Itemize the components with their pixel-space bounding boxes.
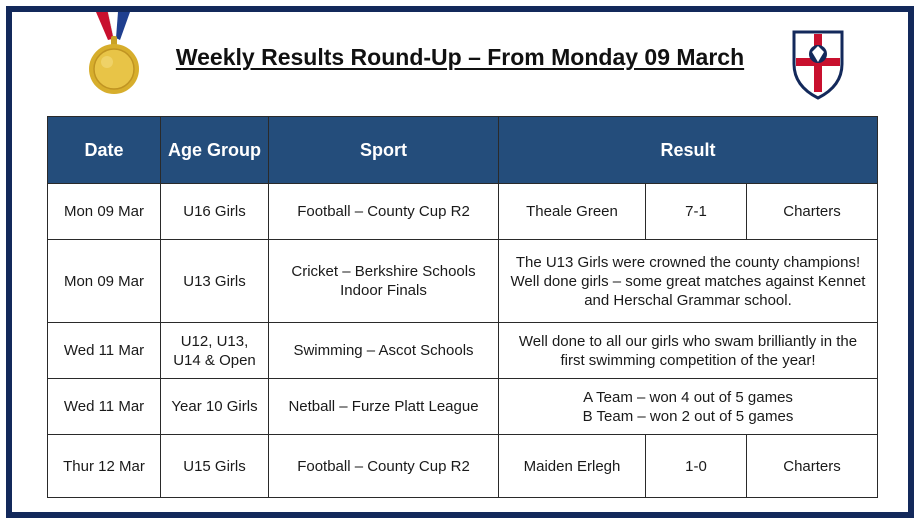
result-line: first swimming competition of the year! bbox=[560, 351, 816, 369]
cell-score: 1-0 bbox=[646, 435, 747, 498]
cell-age-group: U13 Girls bbox=[161, 240, 269, 323]
age-group-line: U14 & Open bbox=[173, 351, 256, 369]
result-line: Well done to all our girls who swam brilliantly in the bbox=[518, 332, 858, 350]
result-line: B Team – won 2 out of 5 games bbox=[582, 407, 794, 425]
cell-result bbox=[499, 240, 878, 323]
table-header-row bbox=[48, 117, 878, 184]
header-age-group: Age Group bbox=[161, 117, 269, 184]
cell-score: 7-1 bbox=[646, 184, 747, 240]
table-row bbox=[48, 323, 878, 379]
cell-result bbox=[499, 323, 878, 379]
gold-medal-icon bbox=[84, 12, 144, 98]
result-line: and Herschal Grammar school. bbox=[584, 291, 792, 309]
table-row bbox=[48, 379, 878, 435]
cell-home-team: Maiden Erlegh bbox=[499, 435, 646, 498]
cell-sport: Football – County Cup R2 bbox=[269, 184, 499, 240]
header-date: Date bbox=[48, 117, 161, 184]
age-group-line: U12, U13, bbox=[180, 332, 249, 350]
cell-age-group: Year 10 Girls bbox=[161, 379, 269, 435]
cell-date: Wed 11 Mar bbox=[48, 323, 161, 379]
cell-date: Mon 09 Mar bbox=[48, 184, 161, 240]
cell-result bbox=[499, 379, 878, 435]
results-table bbox=[47, 116, 878, 498]
cell-sport: Swimming – Ascot Schools bbox=[269, 323, 499, 379]
header-result: Result bbox=[499, 117, 878, 184]
table-row bbox=[48, 435, 878, 498]
cell-date: Thur 12 Mar bbox=[48, 435, 161, 498]
page-title: Weekly Results Round-Up – From Monday 09 March bbox=[175, 44, 745, 70]
table-row bbox=[48, 184, 878, 240]
result-line: A Team – won 4 out of 5 games bbox=[583, 388, 793, 406]
result-line: Well done girls – some great matches against Kennet bbox=[510, 272, 866, 290]
header-sport: Sport bbox=[269, 117, 499, 184]
cell-date: Wed 11 Mar bbox=[48, 379, 161, 435]
cell-date: Mon 09 Mar bbox=[48, 240, 161, 323]
cell-away-team: Charters bbox=[747, 184, 878, 240]
cell-age-group bbox=[161, 323, 269, 379]
school-crest-icon bbox=[790, 28, 846, 100]
sport-line: Indoor Finals bbox=[340, 282, 427, 299]
result-line: The U13 Girls were crowned the county champions! bbox=[515, 253, 861, 271]
cell-age-group: U15 Girls bbox=[161, 435, 269, 498]
cell-sport bbox=[269, 240, 499, 323]
cell-age-group: U16 Girls bbox=[161, 184, 269, 240]
cell-sport: Netball – Furze Platt League bbox=[269, 379, 499, 435]
cell-away-team: Charters bbox=[747, 435, 878, 498]
cell-sport: Football – County Cup R2 bbox=[269, 435, 499, 498]
table-row bbox=[48, 240, 878, 323]
cell-home-team: Theale Green bbox=[499, 184, 646, 240]
sport-line: Cricket – Berkshire Schools bbox=[291, 263, 476, 280]
